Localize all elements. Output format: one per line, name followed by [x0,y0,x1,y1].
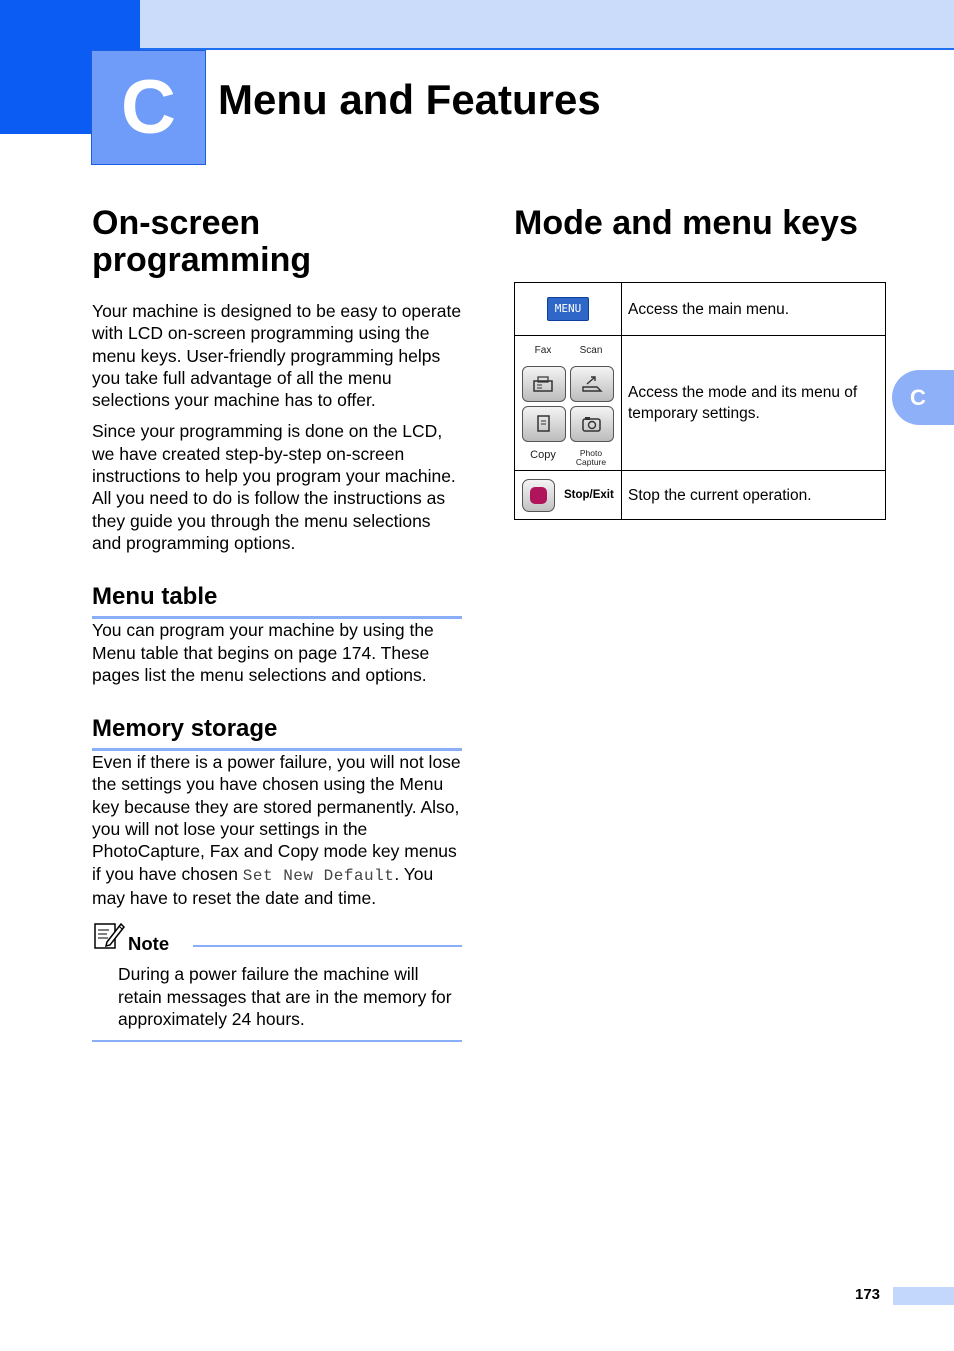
key-description: Access the main menu. [622,283,886,336]
section-title-mode-keys: Mode and menu keys [514,204,858,242]
key-description: Access the mode and its menu of temporary settings. [622,336,886,471]
table-row [515,336,886,471]
text: . You may have to reset the date and time. [92,863,434,908]
stop-exit-label: Stop/Exit [564,488,614,501]
chapter-title: Menu and Features [218,76,601,123]
note-header [92,925,462,955]
note-text: During a power failure the machine will retain messages that are in the memory for approximately 24 hours. [118,964,452,1029]
photo-label-line1: Photo [579,448,603,458]
copy-key-icon [522,406,566,442]
lcd-text: Set New Default [242,866,395,885]
paragraph: Since your programming is done on the LCD, we have created step-by-step on-screen instructions to help you program your machine. All you need to do is follow the instructions as they guide you through the menu selections and programming options. [92,421,456,553]
stop-key-group [515,471,621,519]
chapter-letter: C [121,65,176,150]
table-row [515,471,886,520]
side-tab-label: C [910,384,926,410]
note-box [92,925,462,1042]
photo-label-line2: Capture [575,457,607,467]
key-description: Stop the current operation. [622,471,886,520]
photo-capture-label [566,449,616,467]
heading-menu-table: Menu table [92,582,462,619]
scan-label: Scan [579,345,603,356]
page-number-bar [893,1287,954,1305]
paragraph [92,751,462,909]
section-title-onscreen: On-screen programming [92,204,312,279]
paragraph: You can program your machine by using the Menu table that begins on page 174. These pages list the menu selections and options. [92,620,434,685]
page-number: 173 [855,1286,881,1303]
stop-key-icon [522,479,555,512]
header-band [140,0,954,50]
key-cell [515,283,622,336]
key-cell [515,471,622,520]
table-row [515,283,886,336]
note-rule [193,945,462,947]
text: Even if there is a power failure, you will not lose the settings you have chosen using the Menu key because they are stored permanently. Also, you will not lose your settings in the PhotoCapture, Fax and Copy mode key menus if you have chosen [92,752,461,884]
copy-label: Copy [530,449,556,461]
mode-keys-table [514,282,886,520]
side-tab[interactable] [892,370,954,425]
stop-dot [530,487,547,504]
heading-memory-storage: Memory storage [92,714,462,751]
photo-capture-key-icon [570,406,614,442]
note-label: Note [128,933,170,955]
right-column [514,205,886,520]
paragraph: Your machine is designed to be easy to operate with LCD on-screen programming using the menu keys. User-friendly programming helps you take full advantage of all the menu selections your machine has to offer. [92,301,462,411]
key-cell [515,336,622,471]
fax-label: Fax [534,345,552,356]
mode-keys-group [515,336,621,470]
scan-key-icon [570,366,614,402]
chapter-letter-box [91,50,206,165]
left-column [92,205,462,1042]
fax-key-icon [522,366,566,402]
note-pencil-icon [92,920,126,955]
menu-key-icon: MENU [547,297,589,321]
